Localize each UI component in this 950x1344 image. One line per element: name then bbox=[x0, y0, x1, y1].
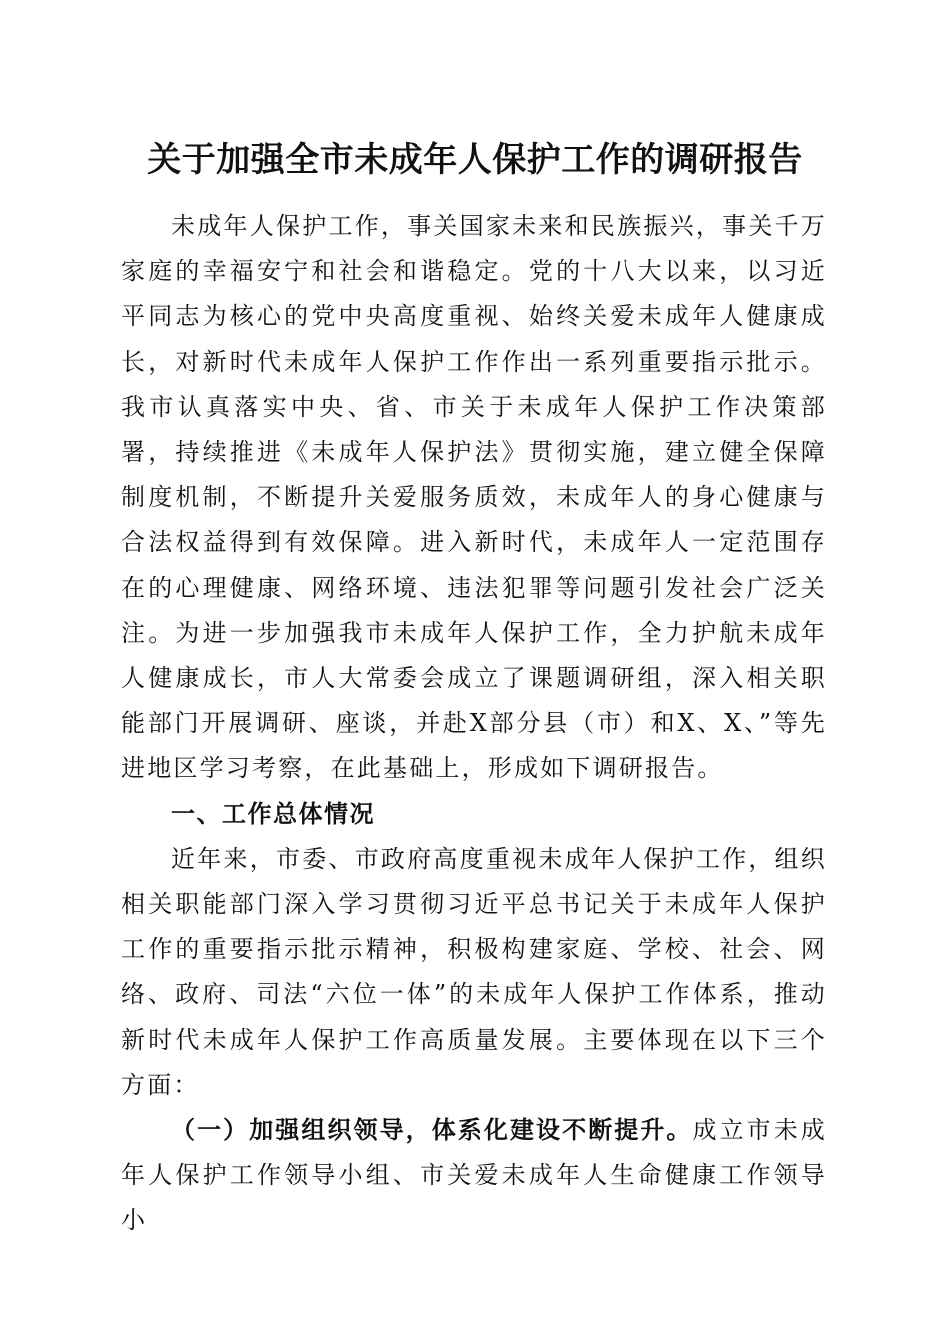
subsection-text: 成立市未成年人保护工作领导小组、市关爱未成年人生命健康工作领导小 bbox=[121, 1116, 827, 1235]
subsection-heading: （一）加强组织领导，体系化建设不断提升。 bbox=[171, 1116, 693, 1145]
document-body bbox=[121, 204, 827, 1244]
subsection-paragraph bbox=[121, 1108, 827, 1244]
intro-paragraph: 未成年人保护工作，事关国家未来和民族振兴，事关千万家庭的幸福安宁和社会和谐稳定。党的十八大以来，以习近平同志为核心的党中央高度重视、始终关爱未成年人健康成长，对新时代未成年人保护工作作出一系列重要指示批示。我市认真落实中央、省、市关于未成年人保护工作决策部署，持续推进《未成年人保护法》贯彻实施，建立健全保障制度机制，不断提升关爱服务质效，未成年人的身心健康与合法权益得到有效保障。进入新时代，未成年人一定范围存在的心理健康、网络环境、违法犯罪等问题引发社会广泛关注。为进一步加强我市未成年人保护工作，全力护航未成年人健康成长，市人大常委会成立了课题调研组，深入相关职能部门开展调研、座谈，并赴X部分县（市）和X、X、”等先进地区学习考察，在此基础上，形成如下调研报告。 bbox=[121, 212, 827, 783]
section-paragraph: 近年来，市委、市政府高度重视未成年人保护工作，组织相关职能部门深入学习贯彻习近平总书记关于未成年人保护工作的重要指示批示精神，积极构建家庭、学校、社会、网络、政府、司法“六位一体”的未成年人保护工作体系，推动新时代未成年人保护工作高质量发展。主要体现在以下三个方面： bbox=[121, 844, 827, 1099]
section-heading: 一、工作总体情况 bbox=[171, 799, 375, 828]
document-title: 关于加强全市未成年人保护工作的调研报告 bbox=[147, 140, 803, 180]
